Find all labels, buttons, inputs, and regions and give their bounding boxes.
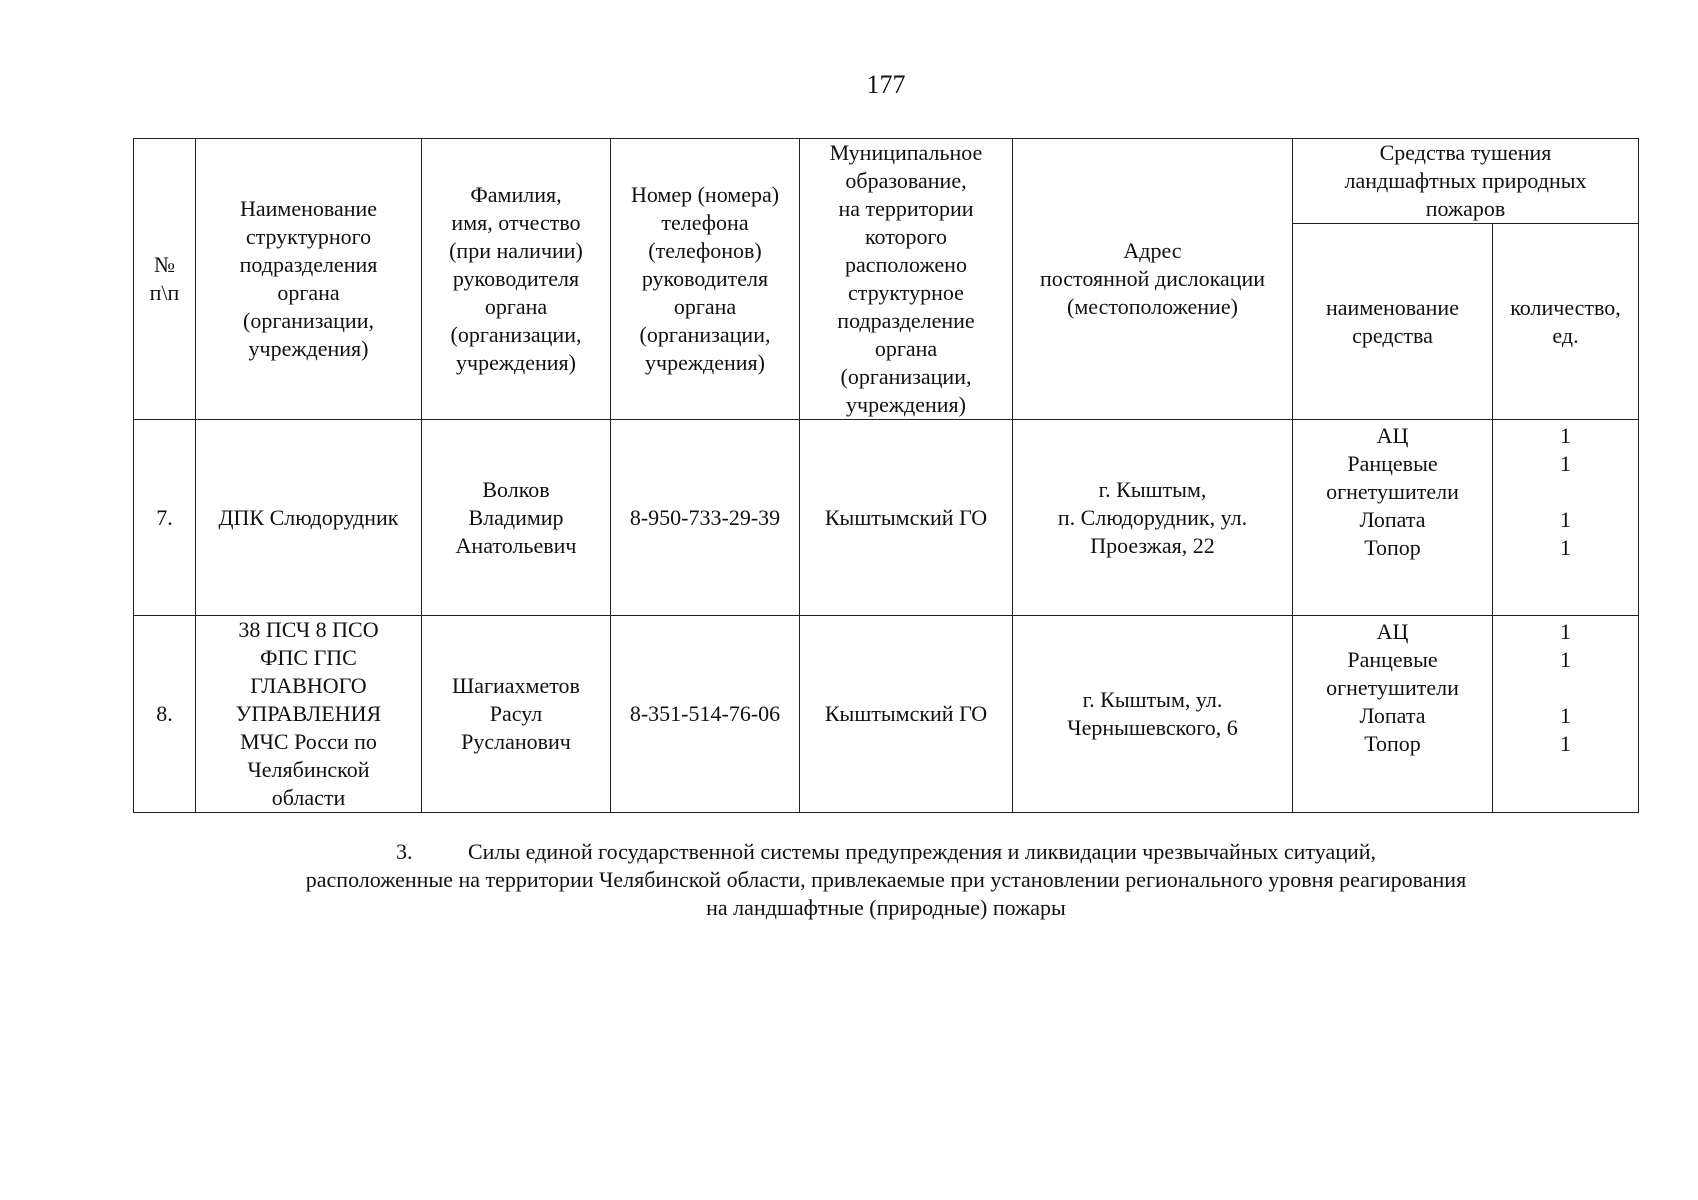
- section-number: 3.: [395, 839, 413, 864]
- table-row: [134, 616, 1639, 813]
- cell-means: АЦ Ранцевые огнетушители Лопата Топор: [1293, 420, 1493, 616]
- cell-head: Шагиахметов Расул Русланович: [422, 616, 611, 813]
- header-means-group: Средства тушения ландшафтных природных пожаров: [1293, 139, 1639, 224]
- header-means-name: наименование средства: [1293, 224, 1493, 420]
- header-head: Фамилия, имя, отчество (при наличии) руководителя органа (организации, учреждения): [422, 139, 611, 420]
- section-line-1: 3. Силы единой государственной системы предупреждения и ликвидации чрезвычайных ситуаций,: [395, 839, 1377, 864]
- cell-qty: 1 1 1 1: [1493, 420, 1639, 616]
- header-municipality: Муниципальное образование, на территории которого расположено структурное подразделение органа (организации, учреждения): [800, 139, 1013, 420]
- cell-address: г. Кыштым, п. Слюдорудник, ул. Проезжая, 22: [1013, 420, 1293, 616]
- header-phone: Номер (номера) телефона (телефонов) руководителя органа (организации, учреждения): [611, 139, 800, 420]
- section-line-3: на ландшафтные (природные) пожары: [706, 895, 1066, 920]
- header-means-qty: количество, ед.: [1493, 224, 1639, 420]
- cell-qty: 1 1 1 1: [1493, 616, 1639, 813]
- cell-unit: ДПК Слюдорудник: [196, 420, 422, 616]
- cell-municipality: Кыштымский ГО: [800, 616, 1013, 813]
- cell-address: г. Кыштым, ул. Чернышевского, 6: [1013, 616, 1293, 813]
- cell-phone: 8-950-733-29-39: [611, 420, 800, 616]
- cell-num: 8.: [134, 616, 196, 813]
- cell-means: АЦ Ранцевые огнетушители Лопата Топор: [1293, 616, 1493, 813]
- cell-num: 7.: [134, 420, 196, 616]
- section-heading: [0, 838, 1698, 922]
- page-number: 177: [866, 70, 906, 99]
- table-row: [134, 420, 1639, 616]
- forces-table: [133, 138, 1639, 813]
- header-row: [134, 139, 1639, 224]
- header-address: Адрес постоянной дислокации (местоположение): [1013, 139, 1293, 420]
- cell-phone: 8-351-514-76-06: [611, 616, 800, 813]
- cell-head: Волков Владимир Анатольевич: [422, 420, 611, 616]
- cell-unit: 38 ПСЧ 8 ПСО ФПС ГПС ГЛАВНОГО УПРАВЛЕНИЯ МЧС Росси по Челябинской области: [196, 616, 422, 813]
- header-unit: Наименование структурного подразделения органа (организации, учреждения): [196, 139, 422, 420]
- header-num: № п\п: [134, 139, 196, 420]
- section-line-2: расположенные на территории Челябинской области, привлекаемые при установлении регионального уровня реагирования: [305, 867, 1467, 892]
- cell-municipality: Кыштымский ГО: [800, 420, 1013, 616]
